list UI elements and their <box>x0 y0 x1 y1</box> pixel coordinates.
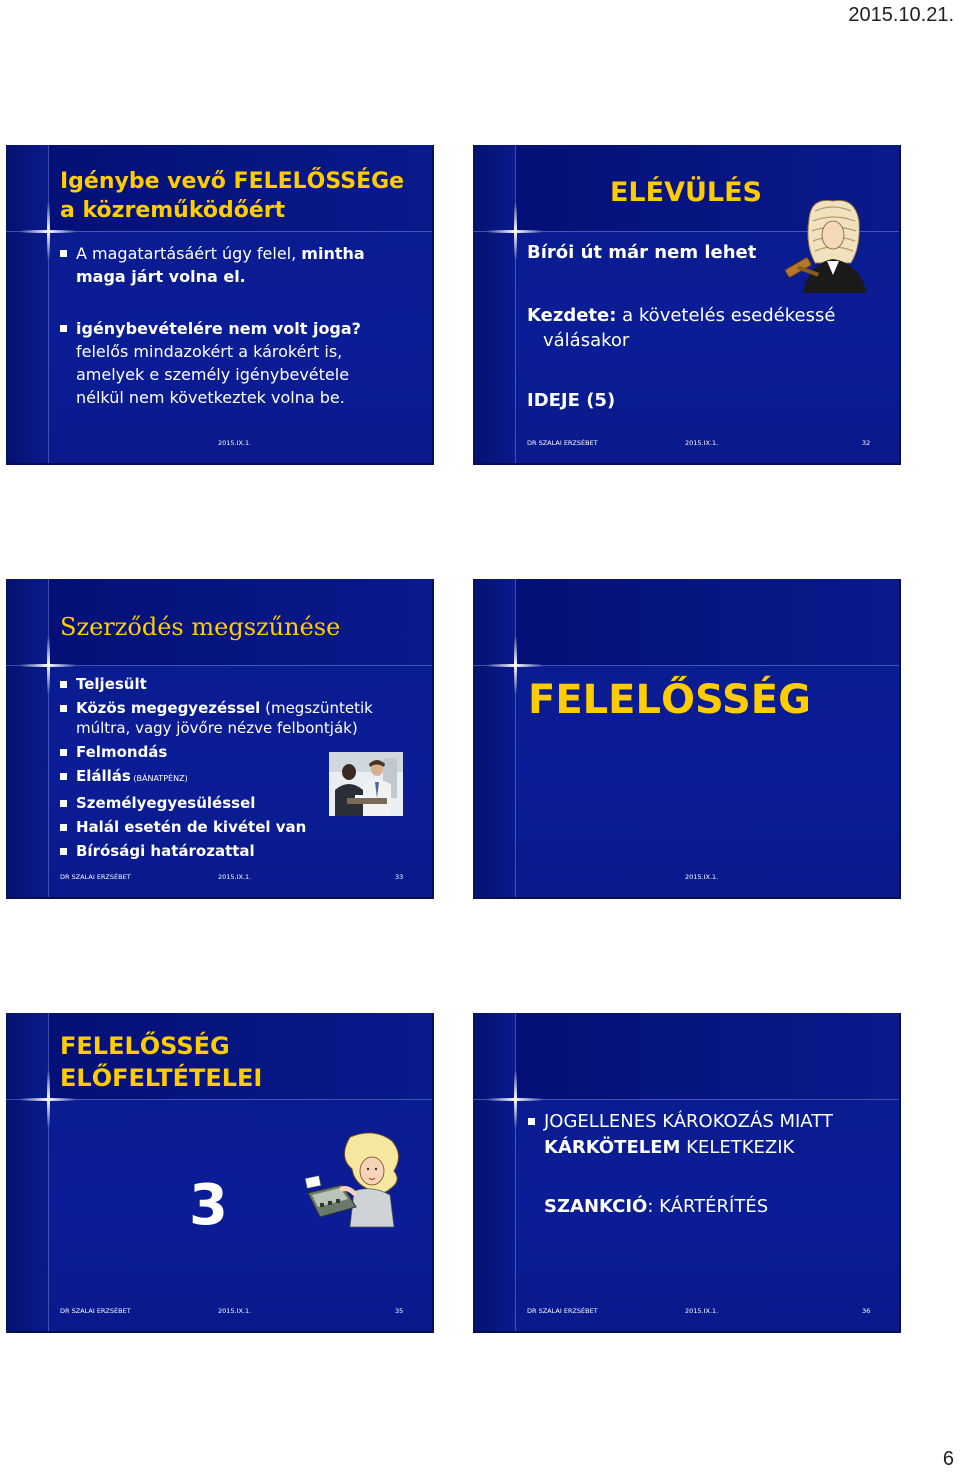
slide-5-footer-number: 35 <box>395 1307 404 1315</box>
slide-4 <box>473 579 901 899</box>
slide-3-footer-date: 2015.IX.1. <box>218 873 252 881</box>
slide-6-bullets <box>528 1109 893 1161</box>
slide-3-footer-author: DR SZALAI ERZSÉBET <box>60 873 131 881</box>
slide-2-footer-number: 32 <box>862 439 871 447</box>
slide-3-title: Szerződés megszűnése <box>60 613 341 641</box>
slide-5 <box>6 1013 434 1333</box>
slide-6-szankcio: SZANKCIÓ: KÁRTÉRÍTÉS <box>544 1196 769 1217</box>
list-item: JOGELLENES KÁROKOZÁS MIATT KÁRKÖTELEM KELETKEZIK <box>528 1109 893 1161</box>
woman-typing-icon <box>298 1131 408 1231</box>
office-meeting-photo-icon <box>329 752 403 816</box>
list-item: Közös megegyezéssel (megszüntetik múltra, vagy jövőre nézve felbontják) <box>60 698 420 738</box>
list-item: Teljesült <box>60 674 420 694</box>
page-number: 6 <box>942 1448 954 1470</box>
slide-4-footer-date: 2015.IX.1. <box>685 873 719 881</box>
slide-6-footer-date: 2015.IX.1. <box>685 1307 719 1315</box>
slide-3 <box>6 579 434 899</box>
slide-1-bullets <box>60 242 420 409</box>
slide-6-footer-author: DR SZALAI ERZSÉBET <box>527 1307 598 1315</box>
bullet-square-icon <box>60 681 67 688</box>
bullet-square-icon <box>60 773 67 780</box>
page-date: 2015.10.21. <box>848 4 954 26</box>
bullet-square-icon <box>60 848 67 855</box>
slide-5-footer-author: DR SZALAI ERZSÉBET <box>60 1307 131 1315</box>
bullet-square-icon <box>60 705 67 712</box>
slide-4-title: FELELŐSSÉG <box>528 677 811 723</box>
slide-3-footer-number: 33 <box>395 873 404 881</box>
slide-5-footer-date: 2015.IX.1. <box>218 1307 252 1315</box>
slide-2-title: ELÉVÜLÉS <box>609 177 762 208</box>
slide-6-footer-number: 36 <box>862 1307 871 1315</box>
list-item: A magatartásáért úgy felel, mintha maga járt volna el. <box>60 242 420 288</box>
slide-1-title <box>60 167 404 225</box>
judge-icon <box>781 197 873 293</box>
slide-1 <box>6 145 434 465</box>
slide-1-title-line-2: a közreműködőért <box>60 198 286 223</box>
slide-5-title <box>60 1030 262 1094</box>
slide-2-footer-date: 2015.IX.1. <box>685 439 719 447</box>
list-item: Felmondás <box>60 742 420 762</box>
bullet-square-icon <box>60 800 67 807</box>
slide-5-big-number: 3 <box>189 1173 228 1238</box>
slide-6 <box>473 1013 901 1333</box>
slide-2-line-1: Bírói út már nem lehet <box>527 242 757 263</box>
list-item: Bírósági határozattal <box>60 841 420 861</box>
slide-1-footer-date: 2015.IX.1. <box>218 439 252 447</box>
list-item: Halál esetén de kivétel van <box>60 817 420 837</box>
bullet-square-icon <box>528 1118 535 1125</box>
bullet-square-icon <box>60 250 67 257</box>
bullet-square-icon <box>60 824 67 831</box>
slide-2-kezdete: Kezdete: a követelés esedékessé válásakor <box>527 305 836 351</box>
slide-1-title-line-1: Igénybe vevő FELELŐSSÉGe <box>60 169 405 194</box>
bullet-square-icon <box>60 325 67 332</box>
slide-2-footer-author: DR SZALAI ERZSÉBET <box>527 439 598 447</box>
slide-2-ideje: IDEJE (5) <box>527 390 616 411</box>
slide-2 <box>473 145 901 465</box>
bullet-square-icon <box>60 749 67 756</box>
list-item: Személyegyesüléssel <box>60 793 420 813</box>
slide-5-title-line-2: ELŐFELTÉTELEI <box>60 1064 263 1092</box>
slide-5-title-line-1: FELELŐSSÉG <box>60 1032 230 1060</box>
list-item: Elállás (BÁNATPÉNZ) <box>60 766 420 789</box>
list-item: igénybevételére nem volt joga? felelős mindazokért a károkért is, amelyek e személy igénybevétele nélkül nem következtek volna be. <box>60 317 420 409</box>
